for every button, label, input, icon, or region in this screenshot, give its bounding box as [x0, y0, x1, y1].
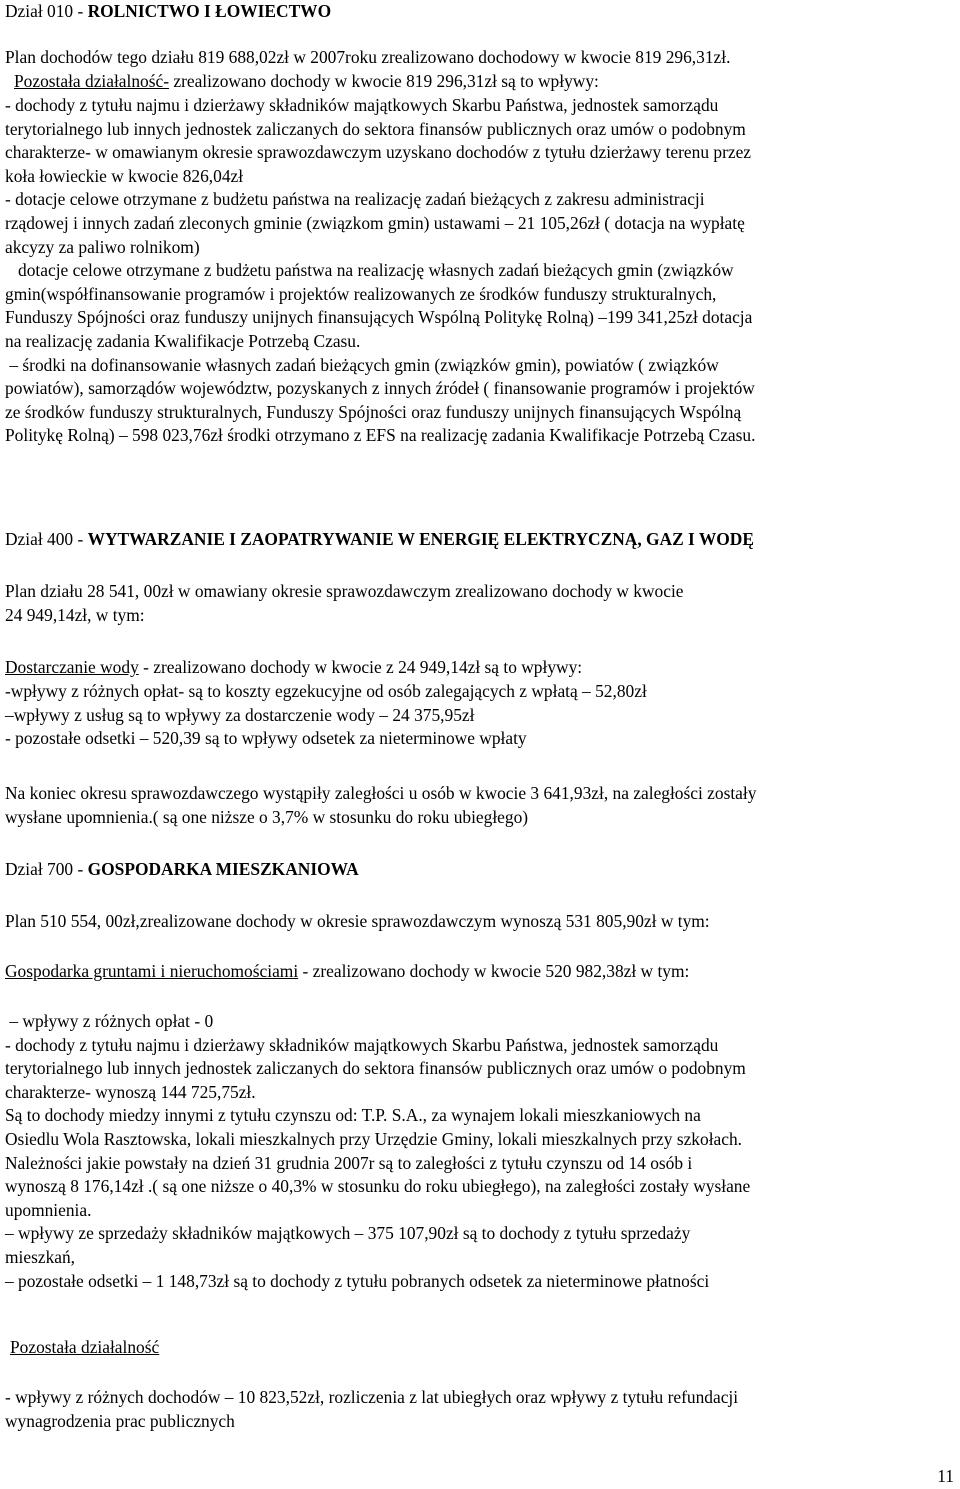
paragraph-line: - dotacje celowe otrzymane z budżetu państwa na realizację zadań bieżących z zakresu administracji — [5, 189, 705, 210]
section-010-plan: Plan dochodów tego działu 819 688,02zł w 2007roku zrealizowano dochodowy w kwocie 819 296,31zł. — [5, 47, 731, 67]
paragraph-line: mieszkań, — [5, 1246, 76, 1267]
section-700-heading — [5, 858, 359, 882]
section-010-heading — [5, 0, 331, 24]
section-010-other-heading — [5, 70, 599, 94]
paragraph-line: Na koniec okresu sprawozdawczego wystąpiły zaległości u osób w kwocie 3 641,93zł, na zaległości zostały — [5, 783, 757, 803]
section-700-other-link: Pozostała działalność — [10, 1337, 160, 1357]
section-400-items — [5, 680, 647, 751]
paragraph-line: na realizację zadania Kwalifikacje Potrzebą Czasu. — [5, 330, 361, 351]
section-400-heading — [5, 528, 754, 552]
paragraph-line: terytorialnego lub innych jednostek zaliczanych do sektora finansów publicznych oraz umów o podobnym — [5, 1058, 746, 1079]
paragraph-line: – wpływy ze sprzedaży składników majątkowych – 375 107,90zł są to dochody z tytułu sprzedaży — [5, 1223, 691, 1244]
paragraph-line: terytorialnego lub innych jednostek zaliczanych do sektora finansów publicznych oraz umów o podobnym — [5, 118, 746, 139]
paragraph-line: Należności jakie powstały na dzień 31 grudnia 2007r są to zaległości z tytułu czynszu od 14 osób i — [5, 1152, 693, 1173]
land-management-link: Gospodarka gruntami i nieruchomościami — [5, 961, 299, 981]
page-number: 11 — [937, 1466, 954, 1486]
paragraph-line: Są to dochody miedzy innymi z tytułu czynszu od: T.P. S.A., za wynajem lokali mieszkaniowych na — [5, 1105, 701, 1126]
paragraph-line: wynagrodzenia prac publicznych — [5, 1410, 235, 1431]
paragraph-line: ze środków funduszy strukturalnych, Funduszy Spójności oraz funduszy unijnych finansujących Wspólną — [5, 401, 742, 422]
paragraph-line: rządowej i innych zadań zleconych gminie (związkom gmin) ustawami – 21 105,26zł ( dotacja na wypłatę — [5, 212, 745, 233]
section-400-water-heading — [5, 656, 582, 680]
section-010-other-link: Pozostała działalność- — [14, 71, 170, 91]
paragraph-line: - dochody z tytułu najmu i dzierżawy składników majątkowych Skarbu Państwa, jednostek samorządu — [5, 95, 719, 115]
paragraph-line: Funduszy Spójności oraz funduszy unijnych finansujących Wspólną Politykę Rolną) –199 341,25zł dotacja — [5, 307, 753, 328]
section-400-plan — [5, 580, 684, 627]
section-010-prefix: Dział 010 - — [5, 1, 88, 21]
section-400-arrears — [5, 782, 756, 829]
paragraph-line: upomnienia. — [5, 1199, 92, 1220]
paragraph-line: – pozostałe odsetki – 1 148,73zł są to dochody z tytułu pobranych odsetek za nieterminowe płatności — [5, 1270, 710, 1291]
paragraph-line: Politykę Rolną) – 598 023,76zł środki otrzymano z EFS na realizację zadania Kwalifikacje Potrzebą Czasu. — [5, 425, 756, 446]
paragraph-line: charakterze- w omawianym okresie sprawozdawczym uzyskano dochodów z tytułu dzierżawy terenu przez — [5, 142, 752, 163]
paragraph-line: akcyzy za paliwo rolnikom) — [5, 236, 200, 257]
paragraph-line: – wpływy z różnych opłat - 0 — [5, 1011, 214, 1031]
paragraph-line: koła łowieckie w kwocie 826,04zł — [5, 165, 244, 186]
water-supply-rest: - zrealizowano dochody w kwocie z 24 949,14zł są to wpływy: — [138, 657, 583, 677]
paragraph-line: - wpływy z różnych dochodów – 10 823,52zł, rozliczenia z lat ubiegłych oraz wpływy z tytułu refundacji — [5, 1387, 739, 1407]
section-010-body — [5, 94, 755, 448]
section-010-title: ROLNICTWO I ŁOWIECTWO — [87, 1, 332, 21]
section-700-prefix: Dział 700 - — [5, 859, 88, 879]
paragraph-line: wysłane upomnienia.( są one niższe o 3,7% w stosunku do roku ubiegłego) — [5, 806, 529, 827]
list-item: -wpływy z różnych opłat- są to koszty egzekucyjne od osób zalegających z wpłatą – 52,80zł — [5, 681, 647, 701]
paragraph-line: dotacje celowe otrzymane z budżetu państwa na realizację własnych zadań bieżących gmin (związków — [5, 260, 734, 281]
land-management-rest: - zrealizowano dochody w kwocie 520 982,38zł w tym: — [298, 961, 690, 981]
paragraph-line: wynoszą 8 176,14zł .( są one niższe o 40,3% w stosunku do roku ubiegłego), na zaległości zostały wysłane — [5, 1176, 751, 1197]
paragraph-line: – środki na dofinansowanie własnych zadań bieżących gmin (związków gmin), powiatów ( związków — [5, 354, 719, 375]
paragraph-line: gmin(współfinansowanie programów i projektów realizowanych ze środków funduszy strukturalnych, — [5, 283, 717, 304]
paragraph-line: Osiedlu Wola Rasztowska, lokali mieszkalnych przy Urzędzie Gminy, lokali mieszkalnych przy szkołach. — [5, 1128, 743, 1149]
paragraph-line: 24 949,14zł, w tym: — [5, 604, 145, 625]
water-supply-link: Dostarczanie wody — [5, 657, 139, 677]
list-item: –wpływy z usług są to wpływy za dostarczenie wody – 24 375,95zł — [5, 704, 475, 725]
paragraph-line: - dochody z tytułu najmu i dzierżawy składników majątkowych Skarbu Państwa, jednostek samorządu — [5, 1034, 719, 1055]
section-700-other-body — [5, 1386, 738, 1433]
section-010-other-rest: zrealizowano dochody w kwocie 819 296,31zł są to wpływy: — [169, 71, 599, 91]
section-700-land-heading — [5, 960, 689, 984]
section-700-title: GOSPODARKA MIESZKANIOWA — [87, 859, 359, 879]
paragraph-line: Plan działu 28 541, 00zł w omawiany okresie sprawozdawczym zrealizowano dochody w kwocie — [5, 581, 684, 601]
section-400-title: WYTWARZANIE I ZAOPATRYWANIE W ENERGIĘ ELEKTRYCZNĄ, GAZ I WODĘ — [87, 529, 754, 549]
paragraph-line: powiatów), samorządów województw, pozyskanych z innych źródeł ( finansowanie programów i projektów — [5, 378, 755, 399]
section-700-body — [5, 1010, 750, 1293]
section-700-plan: Plan 510 554, 00zł,zrealizowane dochody w okresie sprawozdawczym wynoszą 531 805,90zł w tym: — [5, 911, 710, 931]
paragraph-line: charakterze- wynoszą 144 725,75zł. — [5, 1081, 256, 1102]
section-700-other-heading — [5, 1336, 159, 1360]
section-400-prefix: Dział 400 - — [5, 529, 88, 549]
list-item: - pozostałe odsetki – 520,39 są to wpływy odsetek za nieterminowe wpłaty — [5, 728, 527, 749]
